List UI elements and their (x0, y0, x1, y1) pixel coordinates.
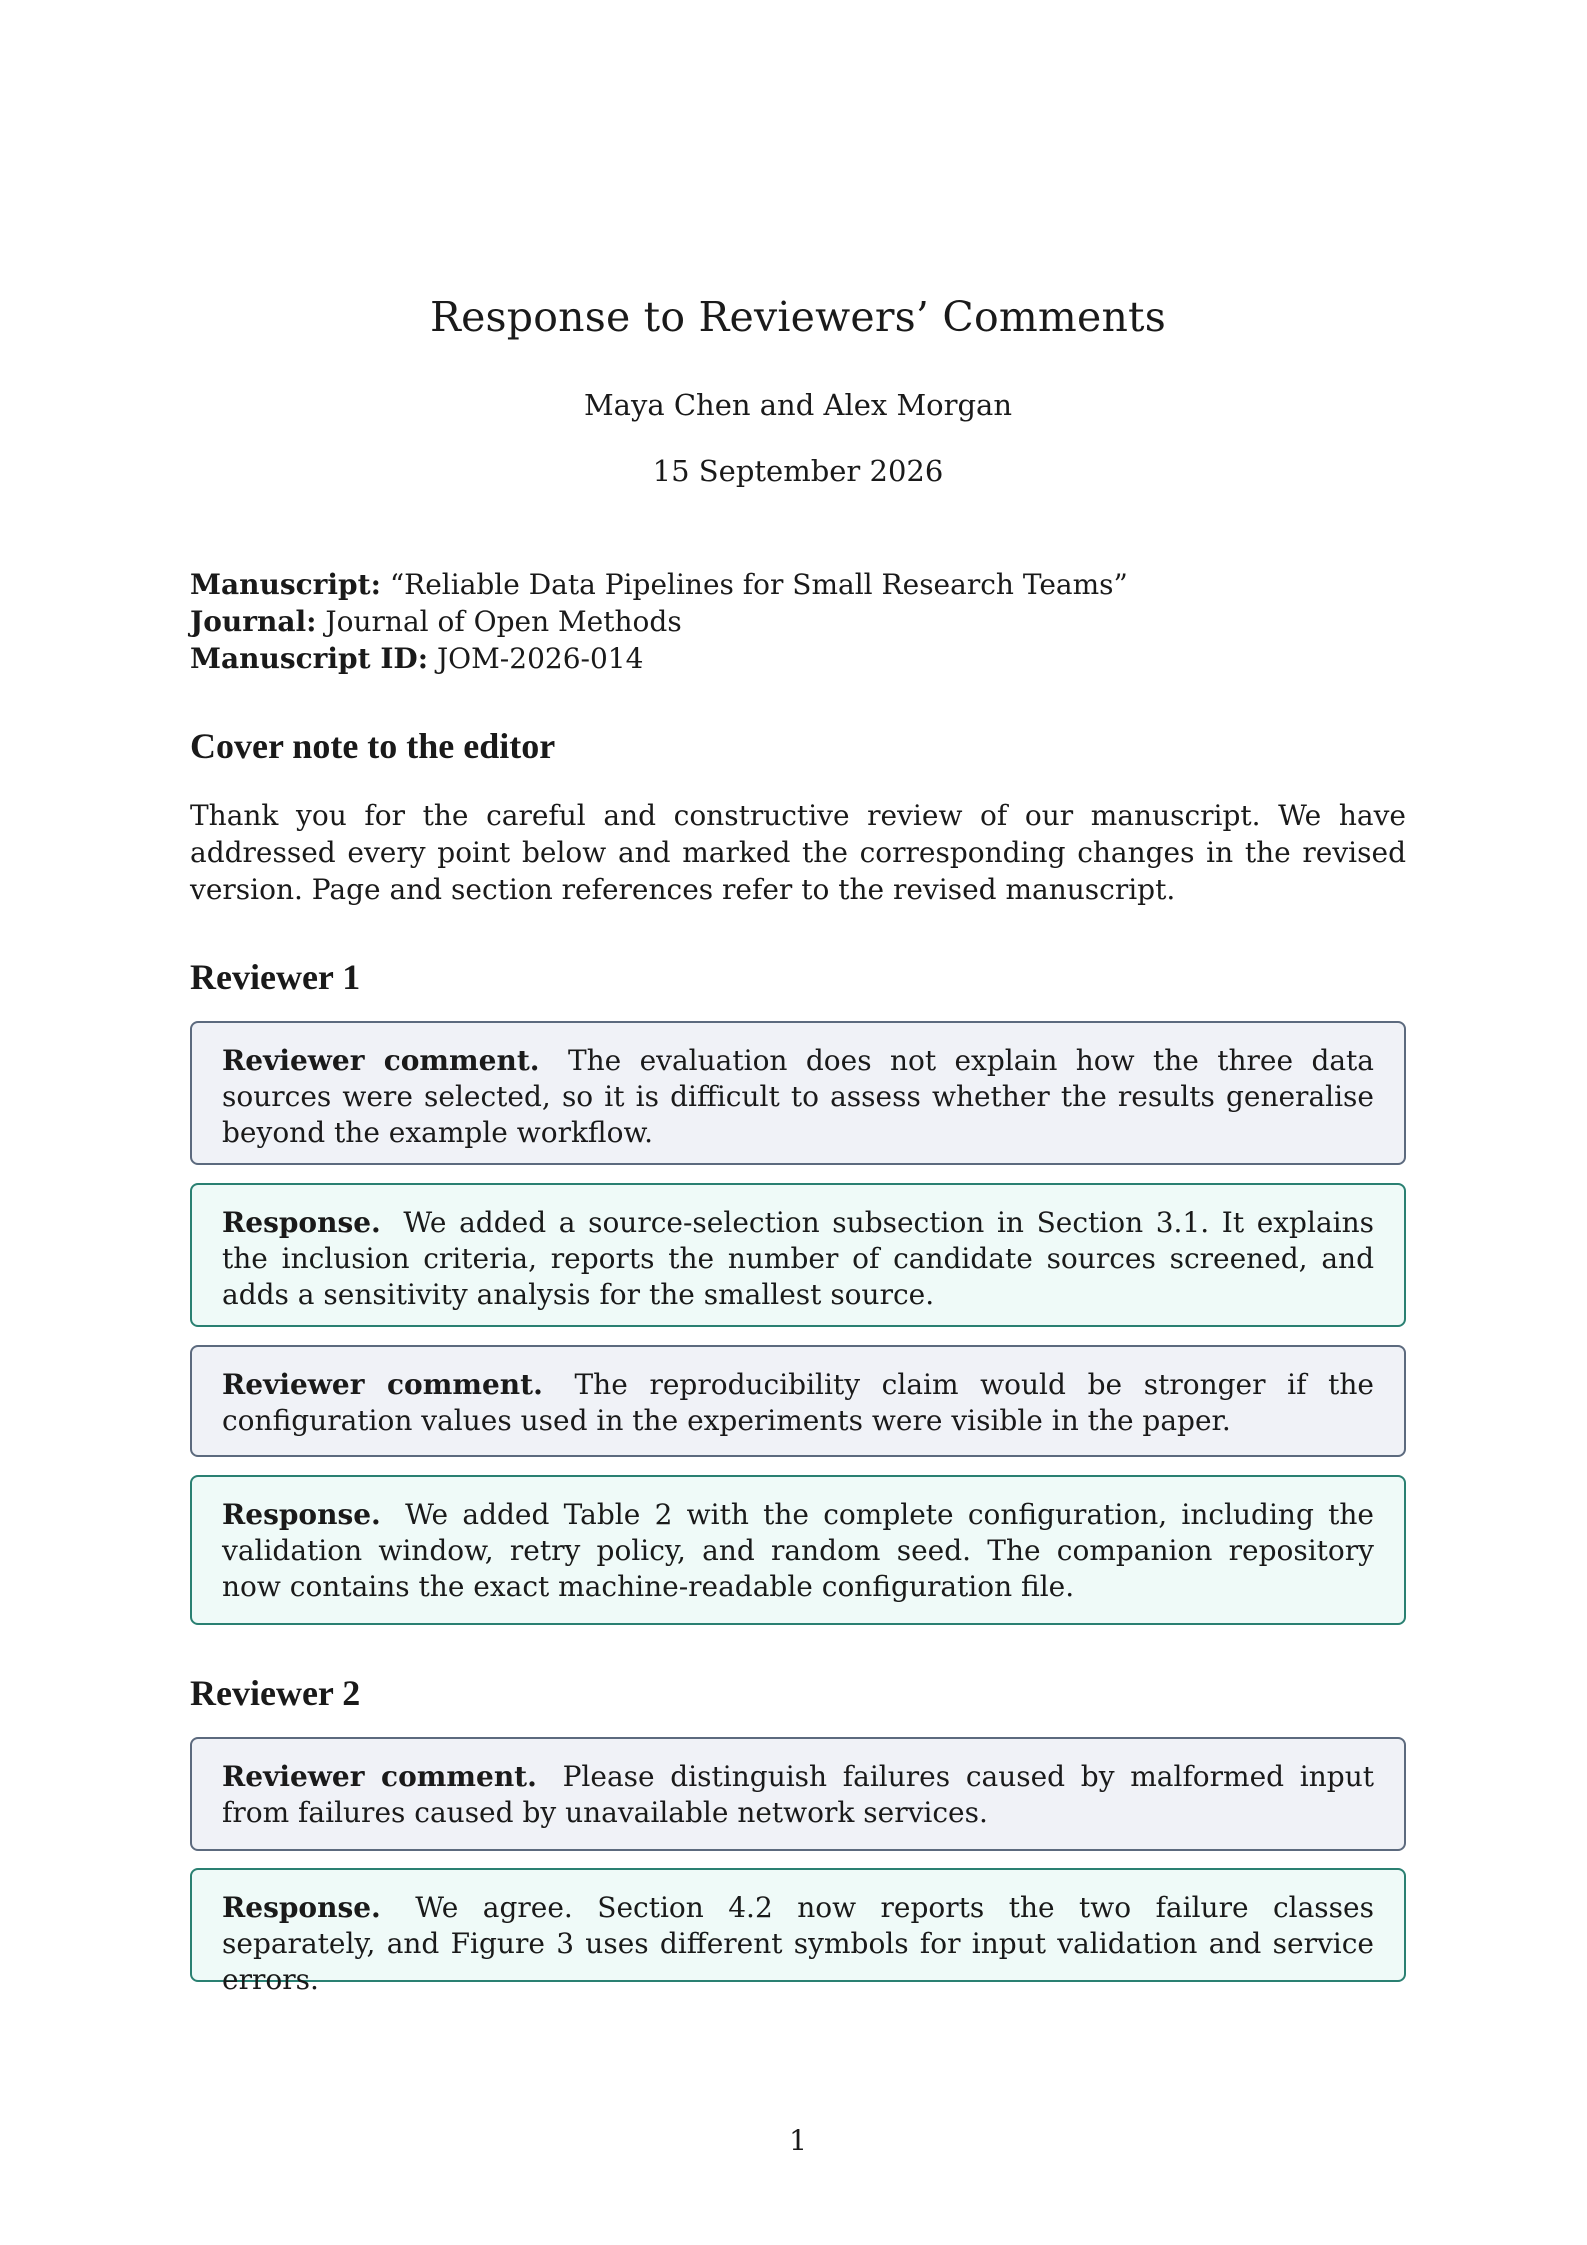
comment-lead: Reviewer comment. (222, 1760, 537, 1793)
document-date: 15 September 2026 (652, 454, 944, 488)
reviewer-2-heading: Reviewer 2 (190, 1673, 361, 1713)
journal-name: Journal of Open Methods (325, 605, 682, 638)
reviewer-2-comment-1 (190, 1737, 1406, 1851)
comment-text: The reproducibility claim would be stronger if the configuration values used in the experiments were visible in the paper. (222, 1368, 1375, 1437)
reviewer-2-response-1 (190, 1868, 1406, 1996)
cover-note-heading: Cover note to the editor (190, 726, 556, 766)
manuscript-id-line (190, 640, 1128, 677)
response-text: We agree. Section 4.2 now reports the two failure classes separately, and Figure 3 uses different symbols for input validation and service errors. (222, 1891, 1374, 1996)
manuscript-line (190, 566, 1128, 603)
reviewer-1-response-2 (190, 1475, 1406, 1625)
page-number: 1 (789, 2124, 807, 2157)
journal-label: Journal: (190, 605, 317, 638)
comment-text: Please distinguish failures caused by malformed input from failures caused by unavailable network services. (222, 1760, 1374, 1829)
reviewer-1-heading: Reviewer 1 (190, 957, 361, 997)
manuscript-id-label: Manuscript ID: (190, 642, 429, 675)
reviewer-1-comment-1 (190, 1021, 1406, 1165)
reviewer-1-response-1 (190, 1183, 1406, 1327)
cover-note-text: Thank you for the careful and constructive review of our manuscript. We have addressed every point below and marked the corresponding changes in the revised version. Page and section references refer to the revised manuscript. (190, 799, 1406, 906)
manuscript-title: “Reliable Data Pipelines for Small Research Teams” (389, 568, 1128, 601)
manuscript-label: Manuscript: (190, 568, 381, 601)
journal-line (190, 603, 1128, 640)
manuscript-meta (190, 566, 1128, 677)
response-text: We added a source-selection subsection in Section 3.1. It explains the inclusion criteria, reports the number of candidate sources screened, and adds a sensitivity analysis for the smallest source. (222, 1206, 1374, 1311)
comment-lead: Reviewer comment. (222, 1044, 540, 1077)
document-authors: Maya Chen and Alex Morgan (583, 388, 1013, 422)
comment-text: The evaluation does not explain how the three data sources were selected, so it is difficult to assess whether the results generalise beyond the example workflow. (222, 1044, 1375, 1149)
reviewer-1-comment-2 (190, 1345, 1406, 1457)
response-lead: Response. (222, 1891, 381, 1924)
document-page (190, 0, 1406, 2245)
response-text: We added Table 2 with the complete configuration, including the validation window, retry policy, and random seed. The companion repository now contains the exact machine-readable configuration file. (222, 1498, 1375, 1603)
response-lead: Response. (222, 1206, 381, 1239)
document-title: Response to Reviewers’ Comments (430, 293, 1166, 341)
response-lead: Response. (222, 1498, 381, 1531)
manuscript-id: JOM-2026-014 (436, 642, 644, 675)
comment-lead: Reviewer comment. (222, 1368, 543, 1401)
